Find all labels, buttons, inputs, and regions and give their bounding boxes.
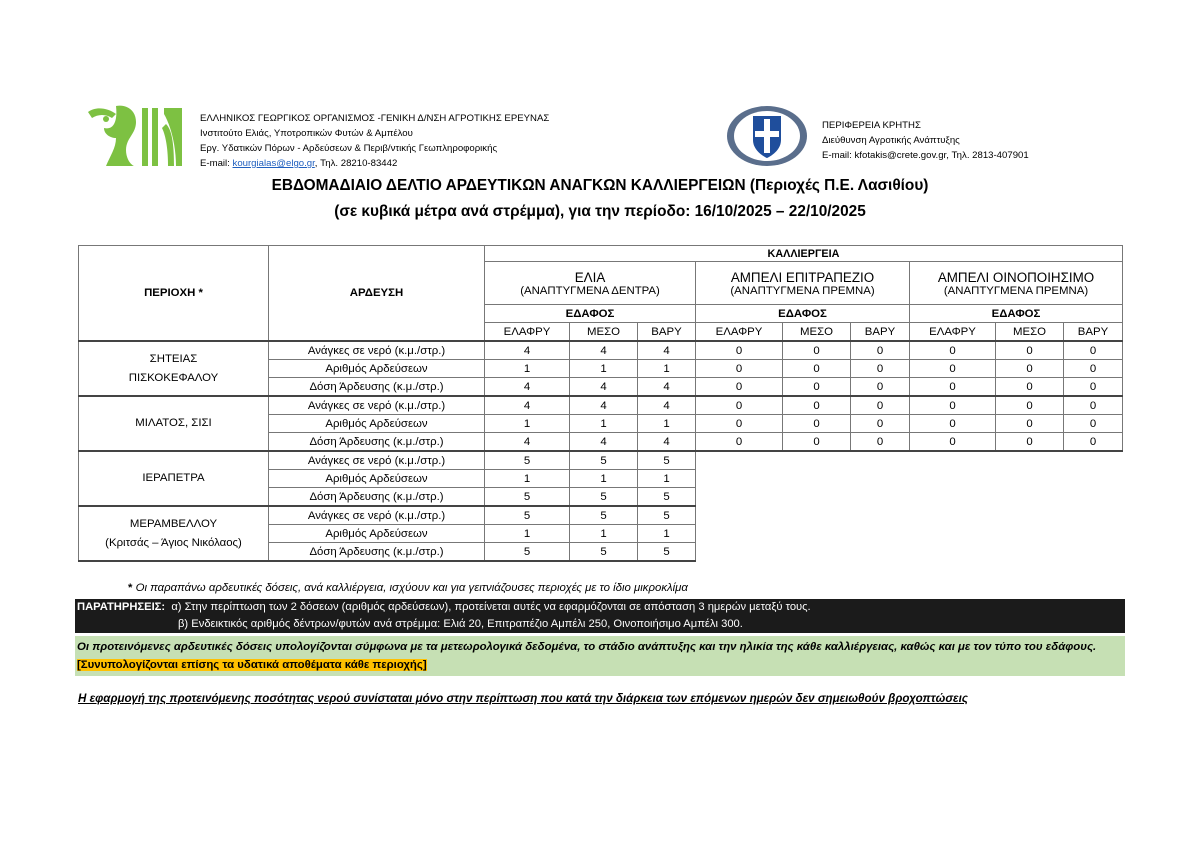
region-name: ΙΕΡΑΠΕΤΡΑ (142, 472, 205, 484)
crop-olive (485, 262, 696, 305)
value-cell: 0 (851, 341, 910, 360)
empty-cell (851, 525, 910, 543)
value-cell: 4 (570, 378, 638, 397)
empty-cell (996, 470, 1064, 488)
empty-cell (1064, 451, 1123, 470)
value-cell: 0 (996, 433, 1064, 452)
soil-medium: ΜΕΣΟ (996, 323, 1064, 342)
empty-cell (851, 506, 910, 525)
asterisk-note: * Οι παραπάνω αρδευτικές δόσεις, ανά καλλιέργεια, ισχύουν και για γειτνιάζουσες περιοχές με το ίδιο μικροκλίμα (128, 582, 688, 594)
phone-text: , Τηλ. 28210-83442 (314, 158, 398, 169)
parameter-label: Ανάγκες σε νερό (κ.μ./στρ.) (269, 506, 485, 525)
value-cell: 0 (851, 396, 910, 415)
page-subtitle: (σε κυβικά μέτρα ανά στρέμμα), για την περίοδο: 16/10/2025 – 22/10/2025 (334, 203, 866, 220)
empty-cell (783, 488, 851, 507)
value-cell: 1 (638, 525, 696, 543)
soil-light: ΕΛΑΦΡΥ (485, 323, 570, 342)
value-cell: 0 (1064, 341, 1123, 360)
empty-cell (1064, 543, 1123, 562)
value-cell: 0 (1064, 415, 1123, 433)
empty-cell (996, 506, 1064, 525)
region-name-cell (79, 506, 269, 561)
email-label: E-mail: (200, 158, 233, 169)
soil-medium: ΜΕΣΟ (783, 323, 851, 342)
empty-cell (910, 525, 996, 543)
empty-cell (783, 525, 851, 543)
value-cell: 0 (1064, 396, 1123, 415)
region-subname: (Κριτσάς – Άγιος Νικόλαος) (105, 536, 242, 549)
value-cell: 5 (485, 488, 570, 507)
value-cell: 0 (851, 378, 910, 397)
water-reserves-note: [Συνυπολογίζονται επίσης τα υδατικά αποθέματα κάθε περιοχής] (77, 659, 427, 671)
value-cell: 0 (696, 396, 783, 415)
lab-name: Εργ. Υδατικών Πόρων - Αρδεύσεων & Περιβ/ντικής Γεωπληροφορικής (200, 143, 498, 154)
value-cell: 5 (638, 506, 696, 525)
value-cell: 5 (570, 506, 638, 525)
elgo-logo (86, 104, 184, 173)
value-cell: 0 (910, 396, 996, 415)
table-row (79, 341, 1123, 360)
soil-label: ΕΔΑΦΟΣ (910, 305, 1123, 323)
directorate-name: Διεύθυνση Αγροτικής Ανάπτυξης (822, 135, 960, 146)
empty-cell (851, 470, 910, 488)
value-cell: 1 (485, 415, 570, 433)
crop-sub: (ΑΝΑΠΤΥΓΜΕΝΑ ΠΡΕΜΝΑ) (943, 284, 1089, 297)
value-cell: 0 (1064, 378, 1123, 397)
empty-cell (1064, 525, 1123, 543)
crete-contact: E-mail: kfotakis@crete.gov.gr, Τηλ. 2813-407901 (822, 150, 1029, 161)
parameter-label: Αριθμός Αρδεύσεων (269, 415, 485, 433)
empty-cell (910, 488, 996, 507)
value-cell: 1 (570, 470, 638, 488)
value-cell: 5 (570, 488, 638, 507)
parameter-label: Ανάγκες σε νερό (κ.μ./στρ.) (269, 451, 485, 470)
empty-cell (696, 451, 783, 470)
methodology-text: Οι προτεινόμενες αρδευτικές δόσεις υπολογίζονται σύμφωνα με τα μετεωρολογικά δεδομένα, το στάδιο ανάπτυξης και την ηλικία της κάθε καλλιέργειας, καθώς και με τον τύπο του εδάφους. (77, 641, 1097, 653)
parameter-label: Ανάγκες σε νερό (κ.μ./στρ.) (269, 396, 485, 415)
value-cell: 5 (570, 543, 638, 562)
region-name: ΠΕΡΙΦΕΡΕΙΑ ΚΡΗΤΗΣ (822, 120, 921, 131)
value-cell: 1 (485, 470, 570, 488)
value-cell: 1 (638, 415, 696, 433)
empty-cell (1064, 470, 1123, 488)
parameter-label: Αριθμός Αρδεύσεων (269, 470, 485, 488)
value-cell: 0 (696, 433, 783, 452)
value-cell: 0 (783, 396, 851, 415)
remarks-bar-a (75, 599, 1125, 616)
methodology-note (75, 636, 1125, 676)
crop-name: ΕΛΙΑ (574, 269, 606, 285)
value-cell: 1 (638, 470, 696, 488)
value-cell: 0 (996, 415, 1064, 433)
value-cell: 0 (783, 360, 851, 378)
remark-b: β) Ενδεικτικός αριθμός δέντρων/φυτών ανά στρέμμα: Ελιά 20, Επιτραπέζιο Αμπέλι 250, Οινοποιήσιμο Αμπέλι 300. (178, 618, 743, 630)
value-cell: 0 (783, 378, 851, 397)
empty-cell (783, 451, 851, 470)
value-cell: 5 (638, 488, 696, 507)
soil-label: ΕΔΑΦΟΣ (696, 305, 910, 323)
value-cell: 0 (851, 433, 910, 452)
crop-sub: (ΑΝΑΠΤΥΓΜΕΝΑ ΠΡΕΜΝΑ) (730, 284, 875, 297)
empty-cell (696, 506, 783, 525)
empty-cell (696, 470, 783, 488)
parameter-label: Δόση Άρδευσης (κ.μ./στρ.) (269, 543, 485, 562)
region-name: ΜΕΡΑΜΒΕΛΛΟΥ (129, 517, 218, 530)
value-cell: 0 (783, 341, 851, 360)
empty-cell (910, 506, 996, 525)
value-cell: 5 (638, 451, 696, 470)
value-cell: 0 (696, 415, 783, 433)
remark-a: α) Στην περίπτωση των 2 δόσεων (αριθμός αρδεύσεων), προτείνεται αυτές να εφαρμόζονται σε απόσταση 3 ημερών μεταξύ τους. (171, 601, 811, 613)
region-name: ΜΙΛΑΤΟΣ, ΣΙΣΙ (135, 417, 212, 429)
value-cell: 0 (696, 378, 783, 397)
empty-cell (783, 506, 851, 525)
region-name-cell (79, 451, 269, 506)
value-cell: 5 (485, 543, 570, 562)
empty-cell (696, 525, 783, 543)
region-subname: ΠΙΣΚΟΚΕΦΑΛΟΥ (128, 371, 219, 384)
irrigation-header: ΑΡΔΕΥΣΗ (269, 246, 485, 342)
value-cell: 5 (570, 451, 638, 470)
value-cell: 1 (570, 525, 638, 543)
table-row (79, 451, 1123, 470)
empty-cell (910, 543, 996, 562)
value-cell: 4 (638, 396, 696, 415)
empty-cell (996, 488, 1064, 507)
value-cell: 0 (910, 378, 996, 397)
value-cell: 1 (570, 360, 638, 378)
greek-emblem (724, 104, 810, 173)
org-name: ΕΛΛΗΝΙΚΟΣ ΓΕΩΡΓΙΚΟΣ ΟΡΓΑΝΙΣΜΟΣ -ΓΕΝΙΚΗ Δ/ΝΣΗ ΑΓΡΟΤΙΚΗΣ ΕΡΕΥΝΑΣ (200, 113, 550, 124)
empty-cell (696, 543, 783, 562)
value-cell: 4 (485, 433, 570, 452)
value-cell: 1 (485, 525, 570, 543)
value-cell: 4 (638, 341, 696, 360)
value-cell: 1 (638, 360, 696, 378)
parameter-label: Ανάγκες σε νερό (κ.μ./στρ.) (269, 341, 485, 360)
asterisk-note-text: Οι παραπάνω αρδευτικές δόσεις, ανά καλλιέργεια, ισχύουν και για γειτνιάζουσες περιοχές με το ίδιο μικροκλίμα (135, 582, 688, 594)
soil-light: ΕΛΑΦΡΥ (696, 323, 783, 342)
value-cell: 4 (485, 341, 570, 360)
empty-cell (996, 525, 1064, 543)
empty-cell (1064, 506, 1123, 525)
value-cell: 0 (910, 415, 996, 433)
value-cell: 0 (996, 360, 1064, 378)
empty-cell (851, 543, 910, 562)
empty-cell (851, 488, 910, 507)
soil-light: ΕΛΑΦΡΥ (910, 323, 996, 342)
empty-cell (851, 451, 910, 470)
empty-cell (696, 488, 783, 507)
parameter-label: Δόση Άρδευσης (κ.μ./στρ.) (269, 433, 485, 452)
value-cell: 0 (996, 378, 1064, 397)
value-cell: 1 (570, 415, 638, 433)
email-link[interactable]: kourgialas@elgo.gr (232, 158, 315, 169)
crop-name: ΑΜΠΕΛΙ ΟΙΝΟΠΟΙΗΣΙΜΟ (937, 269, 1095, 285)
value-cell: 0 (910, 341, 996, 360)
crop-wine-grape (910, 262, 1123, 305)
value-cell: 0 (696, 360, 783, 378)
table-row (79, 506, 1123, 525)
empty-cell (1064, 488, 1123, 507)
value-cell: 0 (783, 433, 851, 452)
empty-cell (783, 543, 851, 562)
soil-heavy: ΒΑΡΥ (638, 323, 696, 342)
value-cell: 0 (851, 415, 910, 433)
value-cell: 4 (638, 433, 696, 452)
value-cell: 1 (485, 360, 570, 378)
crop-sub: (ΑΝΑΠΤΥΓΜΕΝΑ ΔΕΝΤΡΑ) (520, 284, 660, 297)
region-name: ΣΗΤΕΙΑΣ (149, 352, 198, 365)
region-header: ΠΕΡΙΟΧΗ * (79, 246, 269, 342)
value-cell: 0 (851, 360, 910, 378)
parameter-label: Δόση Άρδευσης (κ.μ./στρ.) (269, 488, 485, 507)
rain-disclaimer: Η εφαρμογή της προτεινόμενης ποσότητας νερού συνίσταται μόνο στην περίπτωση που κατά την διάρκεια των επόμενων ημερών δεν σημειωθούν βροχοπτώσεις (78, 692, 968, 705)
contact-line (200, 156, 549, 171)
value-cell: 0 (696, 341, 783, 360)
empty-cell (910, 451, 996, 470)
value-cell: 0 (996, 341, 1064, 360)
soil-medium: ΜΕΣΟ (570, 323, 638, 342)
value-cell: 0 (1064, 433, 1123, 452)
parameter-label: Αριθμός Αρδεύσεων (269, 525, 485, 543)
remarks-label: ΠΑΡΑΤΗΡΗΣΕΙΣ: (77, 601, 166, 613)
value-cell: 5 (638, 543, 696, 562)
region-name-cell (79, 341, 269, 396)
region-name-cell (79, 396, 269, 451)
value-cell: 5 (485, 506, 570, 525)
empty-cell (783, 470, 851, 488)
value-cell: 0 (996, 396, 1064, 415)
table-row (79, 396, 1123, 415)
soil-label: ΕΔΑΦΟΣ (485, 305, 696, 323)
value-cell: 4 (570, 341, 638, 360)
crete-header (822, 118, 1029, 163)
value-cell: 0 (1064, 360, 1123, 378)
empty-cell (910, 470, 996, 488)
crop-name: ΑΜΠΕΛΙ ΕΠΙΤΡΑΠΕΖΙΟ (730, 269, 875, 285)
crop-table-grape (696, 262, 910, 305)
value-cell: 4 (570, 396, 638, 415)
value-cell: 0 (910, 433, 996, 452)
parameter-label: Δόση Άρδευσης (κ.μ./στρ.) (269, 378, 485, 397)
soil-heavy: ΒΑΡΥ (851, 323, 910, 342)
crops-header: ΚΑΛΛΙΕΡΓΕΙΑ (485, 246, 1123, 262)
irrigation-table (78, 245, 1123, 562)
soil-heavy: ΒΑΡΥ (1064, 323, 1123, 342)
empty-cell (996, 451, 1064, 470)
elgo-header (200, 111, 549, 171)
value-cell: 4 (570, 433, 638, 452)
page-title: ΕΒΔΟΜΑΔΙΑΙΟ ΔΕΛΤΙΟ ΑΡΔΕΥΤΙΚΩΝ ΑΝΑΓΚΩΝ ΚΑΛΛΙΕΡΓΕΙΩΝ (Περιοχές Π.Ε. Λασιθίου) (271, 177, 929, 194)
parameter-label: Αριθμός Αρδεύσεων (269, 360, 485, 378)
value-cell: 0 (783, 415, 851, 433)
remarks-bar-b (75, 616, 1125, 633)
value-cell: 4 (485, 378, 570, 397)
empty-cell (996, 543, 1064, 562)
value-cell: 4 (485, 396, 570, 415)
value-cell: 0 (910, 360, 996, 378)
value-cell: 5 (485, 451, 570, 470)
institute-name: Ινστιτούτο Ελιάς, Υποτροπικών Φυτών & Αμπέλου (200, 128, 413, 139)
value-cell: 4 (638, 378, 696, 397)
